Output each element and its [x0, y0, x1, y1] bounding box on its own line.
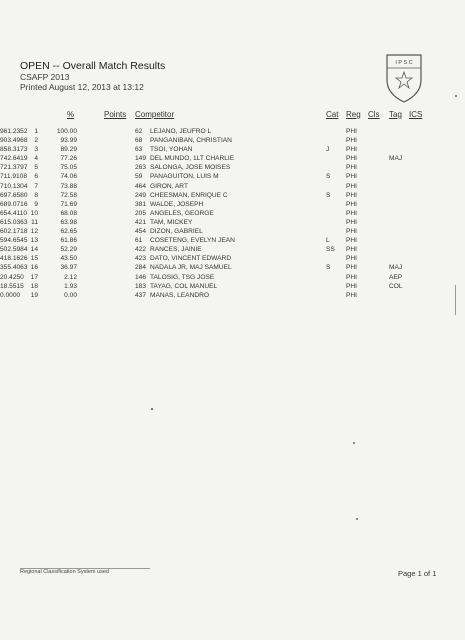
table-row: [0, 245, 465, 254]
report-header: [20, 60, 165, 92]
cell-rank: 3: [34, 146, 38, 154]
column-headers: [0, 110, 465, 122]
cell-points: 654.4110: [0, 209, 28, 217]
cell-reg: PHI: [346, 291, 357, 299]
table-row: [0, 154, 465, 163]
scan-speck: [353, 442, 355, 444]
cell-cat: S: [326, 191, 331, 199]
col-reg: Reg: [346, 110, 361, 119]
cell-num: 464: [135, 182, 147, 190]
cell-name: PANAGUITON, LUIS M: [150, 173, 219, 181]
cell-cat: SS: [326, 246, 335, 254]
cell-reg: PHI: [346, 273, 357, 281]
cell-cat: J: [326, 146, 330, 154]
col-ics: ICS: [409, 110, 423, 119]
cell-name: ANGELES, GEORGE: [150, 209, 214, 217]
cell-name: NADALA JR, MAJ SAMUEL: [150, 264, 232, 272]
scan-speck: [455, 95, 457, 97]
cell-num: 68: [135, 137, 143, 145]
printed-timestamp: Printed August 12, 2013 at 13:12: [20, 82, 144, 92]
cell-rank: 18: [30, 282, 38, 290]
cell-rank: 12: [30, 228, 38, 236]
table-row: [0, 182, 465, 191]
table-row: [0, 127, 465, 136]
table-row: [0, 191, 465, 200]
ipsc-logo-icon: [384, 52, 424, 104]
cell-reg: PHI: [346, 146, 357, 154]
cell-reg: PHI: [346, 200, 357, 208]
cell-rank: 10: [30, 209, 38, 217]
cell-name: TALOSIG, TSG JOSE: [150, 273, 215, 281]
cell-pct: 36.97: [60, 264, 77, 272]
cell-reg: PHI: [346, 209, 357, 217]
cell-num: 146: [135, 273, 147, 281]
cell-reg: PHI: [346, 191, 357, 199]
cell-points: 961.2352: [0, 128, 28, 135]
col-cls: Cls: [368, 110, 380, 119]
cell-pct: 62.65: [60, 228, 77, 236]
cell-num: 63: [135, 146, 143, 154]
cell-name: TAM, MICKEY: [150, 218, 193, 226]
cell-num: 381: [135, 200, 147, 208]
report-title: OPEN -- Overall Match Results: [20, 60, 166, 72]
cell-rank: 6: [34, 173, 38, 181]
cell-name: GIRON, ART: [150, 182, 188, 190]
cell-rank: 8: [34, 191, 38, 199]
col-pct: %: [67, 110, 75, 119]
cell-num: 149: [135, 155, 147, 163]
cell-points: 858.3173: [0, 146, 28, 154]
cell-pct: 61.86: [60, 237, 77, 245]
cell-num: 61: [135, 237, 143, 245]
cell-rank: 9: [34, 200, 38, 208]
cell-reg: PHI: [346, 128, 357, 135]
cell-rank: 15: [30, 255, 38, 263]
cell-reg: PHI: [346, 218, 357, 226]
cell-rank: 7: [34, 182, 38, 190]
cell-pct: 0.00: [64, 291, 77, 299]
cell-tag: AEP: [389, 273, 403, 281]
cell-rank: 1: [34, 128, 38, 135]
cell-rank: 19: [30, 291, 38, 299]
cell-rank: 14: [30, 246, 38, 254]
cell-points: 418.1626: [0, 255, 28, 263]
cell-name: COSETENG, EVELYN JEAN: [150, 237, 235, 245]
cell-name: SALONGA, JOSE MOISES: [150, 164, 231, 172]
cell-reg: PHI: [346, 264, 357, 272]
cell-rank: 11: [31, 218, 38, 226]
cell-reg: PHI: [346, 137, 357, 145]
cell-pct: 77.26: [60, 155, 77, 163]
cell-name: DIZON, GABRIEL: [150, 228, 203, 236]
cell-rank: 16: [30, 264, 38, 272]
table-row: [0, 263, 465, 272]
cell-pct: 71.69: [60, 200, 77, 208]
cell-tag: MAJ: [389, 155, 403, 163]
cell-rank: 17: [30, 273, 38, 281]
cell-pct: 89.29: [60, 146, 77, 154]
cell-num: 422: [135, 246, 147, 254]
scan-speck: [356, 518, 358, 520]
cell-tag: MAJ: [389, 264, 403, 272]
cell-num: 437: [135, 291, 147, 299]
cell-num: 423: [135, 255, 147, 263]
footer-note: Regional Classification System used: [20, 569, 109, 575]
col-tag: Tag: [389, 110, 402, 119]
cell-pct: 93.99: [60, 137, 77, 145]
cell-num: 205: [135, 209, 147, 217]
logo-text: I P S C: [395, 60, 413, 66]
cell-name: TAYAG, COL MANUEL: [150, 282, 218, 290]
table-row: [0, 273, 465, 282]
cell-reg: PHI: [346, 282, 357, 290]
cell-pct: 52.29: [60, 246, 77, 254]
cell-points: 689.0716: [0, 200, 28, 208]
cell-points: 742.6419: [0, 155, 28, 163]
cell-points: 711.9108: [0, 173, 28, 181]
cell-reg: PHI: [346, 173, 357, 181]
cell-pct: 63.98: [60, 218, 77, 226]
cell-pct: 2.12: [64, 273, 77, 281]
cell-points: 0.0000: [0, 291, 21, 299]
table-row: [0, 200, 465, 209]
cell-name: DATO, VINCENT EDWARD: [150, 255, 232, 263]
cell-reg: PHI: [346, 246, 357, 254]
cell-points: 20.4250: [0, 273, 24, 281]
cell-num: 249: [135, 191, 147, 199]
cell-name: PANGANIBAN, CHRISTIAN: [150, 137, 232, 145]
cell-points: 697.6580: [0, 191, 28, 199]
cell-pct: 75.05: [60, 164, 77, 172]
cell-num: 62: [135, 128, 143, 135]
table-row: [0, 254, 465, 263]
cell-num: 421: [135, 218, 147, 226]
col-cat: Cat: [326, 110, 339, 119]
cell-num: 59: [135, 173, 143, 181]
page-number: Page 1 of 1: [398, 569, 437, 578]
cell-pct: 74.06: [60, 173, 77, 181]
cell-pct: 43.50: [60, 255, 77, 263]
cell-points: 502.5984: [0, 246, 28, 254]
table-row: [0, 145, 465, 154]
match-name: CSAFP 2013: [20, 72, 70, 82]
cell-pct: 68.08: [60, 209, 77, 217]
cell-points: 903.4968: [0, 137, 28, 145]
cell-rank: 2: [34, 137, 38, 145]
table-row: [0, 291, 465, 300]
cell-pct: 100.00: [56, 128, 77, 135]
cell-rank: 4: [34, 155, 38, 163]
cell-name: TSOI, YOHAN: [150, 146, 193, 154]
results-table: [0, 127, 465, 300]
cell-points: 602.1718: [0, 228, 28, 236]
cell-pct: 1.93: [64, 282, 77, 290]
col-competitor: Competitor: [135, 110, 175, 119]
cell-pct: 72.58: [60, 191, 77, 199]
cell-num: 454: [135, 228, 147, 236]
cell-num: 284: [135, 264, 147, 272]
cell-cat: S: [326, 264, 331, 272]
cell-name: WALDE, JOSEPH: [150, 200, 204, 208]
cell-num: 183: [135, 282, 147, 290]
cell-reg: PHI: [346, 237, 357, 245]
cell-pct: 73.88: [60, 182, 77, 190]
cell-points: 594.6545: [0, 237, 28, 245]
cell-reg: PHI: [346, 228, 357, 236]
col-points: Points: [104, 110, 127, 119]
table-row: [0, 209, 465, 218]
cell-name: DEL MUNDO, 1LT CHARLIE: [150, 155, 235, 163]
scan-speck: [151, 408, 153, 410]
cell-points: 615.0363: [0, 218, 28, 226]
cell-points: 355.4063: [0, 264, 28, 272]
cell-cat: L: [326, 237, 330, 245]
cell-reg: PHI: [346, 164, 357, 172]
cell-name: LEJANO, JEUFRO L: [150, 128, 212, 135]
table-row: [0, 136, 465, 145]
scan-mark: [455, 285, 456, 315]
cell-reg: PHI: [346, 255, 357, 263]
table-row: [0, 218, 465, 227]
table-row: [0, 172, 465, 181]
cell-points: 18.5515: [0, 282, 24, 290]
table-row: [0, 163, 465, 172]
cell-name: CHEESMAN, ENRIQUE C: [150, 191, 228, 199]
cell-rank: 13: [30, 237, 38, 245]
cell-tag: COL: [389, 282, 403, 290]
cell-num: 263: [135, 164, 147, 172]
cell-reg: PHI: [346, 155, 357, 163]
table-row: [0, 236, 465, 245]
cell-name: MANAS, LEANDRO: [150, 291, 209, 299]
cell-cat: S: [326, 173, 331, 181]
cell-name: RANCES, JAINIE: [150, 246, 202, 254]
cell-rank: 5: [34, 164, 38, 172]
cell-reg: PHI: [346, 182, 357, 190]
table-row: [0, 227, 465, 236]
cell-points: 721.3797: [0, 164, 28, 172]
cell-points: 710.1304: [0, 182, 28, 190]
table-row: [0, 282, 465, 291]
